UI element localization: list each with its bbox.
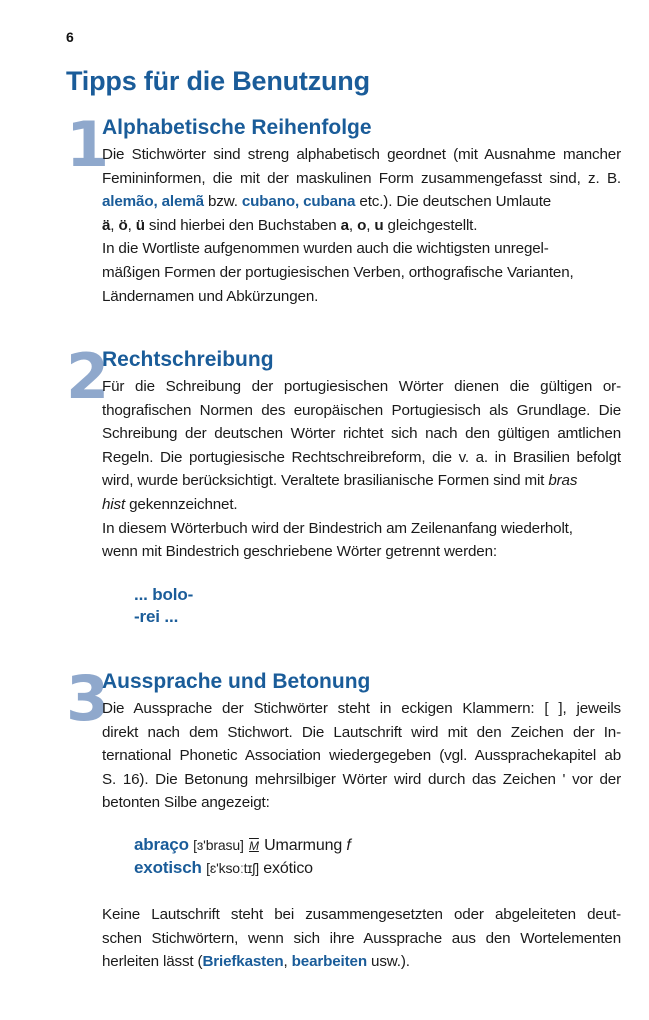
text-fragment: ,: [348, 216, 358, 234]
example-line: -rei ...: [134, 607, 179, 626]
body-line: ternational Phonetic Association wiedergegeben (vgl. Aussprachekapitel ab: [102, 747, 621, 765]
hyphenation-example: [134, 584, 193, 628]
text-fragment: herleiten lässt (: [102, 953, 203, 971]
base-letter: u: [374, 216, 384, 234]
text-fragment: ,: [127, 216, 136, 234]
section-heading: Rechtschreibung: [102, 348, 274, 371]
entry-gender-marker: M: [249, 839, 259, 853]
entry-headword: exotisch: [134, 858, 202, 877]
pronunciation-examples: [134, 834, 351, 880]
text-fragment: sind hierbei den Buchstaben: [144, 216, 341, 234]
text-fragment: gekennzeichnet.: [125, 495, 238, 513]
body-line: mäßigen Formen der portugiesischen Verben, orthografische Varianten,: [102, 263, 574, 281]
body-line: [102, 214, 622, 238]
body-line: Regeln. Die portugiesische Rechtschreibreform, die v. a. in Brasilien befolgt: [102, 448, 621, 466]
page-title: Tipps für die Benutzung: [66, 66, 370, 96]
entry-phonetic: [ɛ'ksoːtɪʃ]: [206, 860, 259, 876]
entry-phonetic: [ɜ'brasu]: [193, 837, 244, 853]
text-fragment: usw.).: [366, 953, 410, 971]
text-fragment: ,: [110, 216, 119, 234]
entry-translation: exótico: [263, 860, 313, 877]
base-letter: o: [357, 216, 367, 234]
text-fragment: ,: [283, 953, 292, 971]
base-letter: a: [340, 216, 349, 234]
text-fragment: wird, wurde berücksichtigt. Veraltete brasilianische Formen sind mit: [102, 472, 549, 490]
body-line: In die Wortliste aufgenommen wurden auch die wichtigsten unregel-: [102, 240, 549, 258]
text-fragment: etc.). Die deutschen Umlaute: [355, 193, 552, 211]
entry-translation: Umarmung: [264, 837, 343, 854]
body-line: Die Stichwörter sind streng alphabetisch geordnet (mit Ausnahme mancher: [102, 146, 621, 163]
body-line: direkt nach dem Stichwort. Die Lautschrift wird mit den Zeichen der In-: [102, 723, 621, 741]
body-line: [102, 493, 622, 517]
entry-gender: f: [346, 837, 351, 854]
label-abbreviation: bras: [548, 472, 578, 490]
umlaut-letter: ü: [135, 216, 145, 234]
section-body-continued: [102, 903, 622, 974]
body-line: thografischen Normen des europäischen Portugiesisch als Grundlage. Die: [102, 401, 621, 419]
section-heading: Aussprache und Betonung: [102, 670, 371, 693]
body-line: betonten Silbe angezeigt:: [102, 794, 270, 812]
section-pronunciation: [66, 662, 626, 988]
body-line: Schreibung der deutschen Wörter richtet sich nach den gültigen amtlichen: [102, 425, 621, 443]
body-line: [102, 190, 622, 214]
umlaut-letter: ö: [118, 216, 128, 234]
text-fragment: bzw.: [203, 193, 242, 211]
section-spelling: [66, 340, 626, 646]
entry-headword: abraço: [134, 835, 189, 854]
text-fragment: ,: [366, 216, 375, 234]
dictionary-entry: [134, 834, 351, 857]
section-alphabetical-order: [66, 108, 626, 314]
section-numeral: 3: [66, 662, 110, 735]
example-line: ... bolo-: [134, 585, 194, 604]
body-line: Ländernamen und Abkürzungen.: [102, 287, 319, 305]
page-number: 6: [66, 29, 74, 45]
body-line: [102, 469, 622, 493]
body-line: schen Stichwörtern, wenn sich ihre Aussprache aus den Wortelementen: [102, 929, 621, 947]
headword-example: cubano, cubana: [241, 193, 356, 211]
headword-example: alemão, alemã: [102, 193, 204, 211]
body-line: In diesem Wörterbuch wird der Bindestrich am Zeilenanfang wiederholt,: [102, 519, 573, 537]
body-line: Für die Schreibung der portugiesischen Wörter dienen die gültigen or-: [102, 378, 621, 395]
body-line: Keine Lautschrift steht bei zusammengesetzten oder abgeleiteten deut-: [102, 906, 621, 923]
label-abbreviation: hist: [102, 495, 126, 513]
body-line: Die Aussprache der Stichwörter steht in eckigen Klammern: [ ], jeweils: [102, 700, 621, 717]
headword-example: bearbeiten: [291, 953, 367, 971]
headword-example: Briefkasten: [202, 953, 284, 971]
section-heading: Alphabetische Reihenfolge: [102, 116, 372, 139]
section-numeral: 1: [66, 108, 110, 181]
section-body: [102, 697, 622, 815]
body-line: Femininformen, die mit der maskulinen Form zusammengefasst sind, z. B.: [102, 169, 621, 187]
dictionary-entry: [134, 857, 351, 880]
body-line: S. 16). Die Betonung mehrsilbiger Wörter wird durch das Zeichen ' vor der: [102, 770, 621, 788]
section-body: [102, 375, 622, 564]
section-numeral: 2: [66, 340, 110, 413]
text-fragment: gleichgestellt.: [383, 216, 478, 234]
body-line: wenn mit Bindestrich geschriebene Wörter getrennt werden:: [102, 543, 497, 561]
body-line: [102, 950, 622, 974]
umlaut-letter: ä: [102, 216, 111, 234]
section-body: [102, 143, 622, 308]
